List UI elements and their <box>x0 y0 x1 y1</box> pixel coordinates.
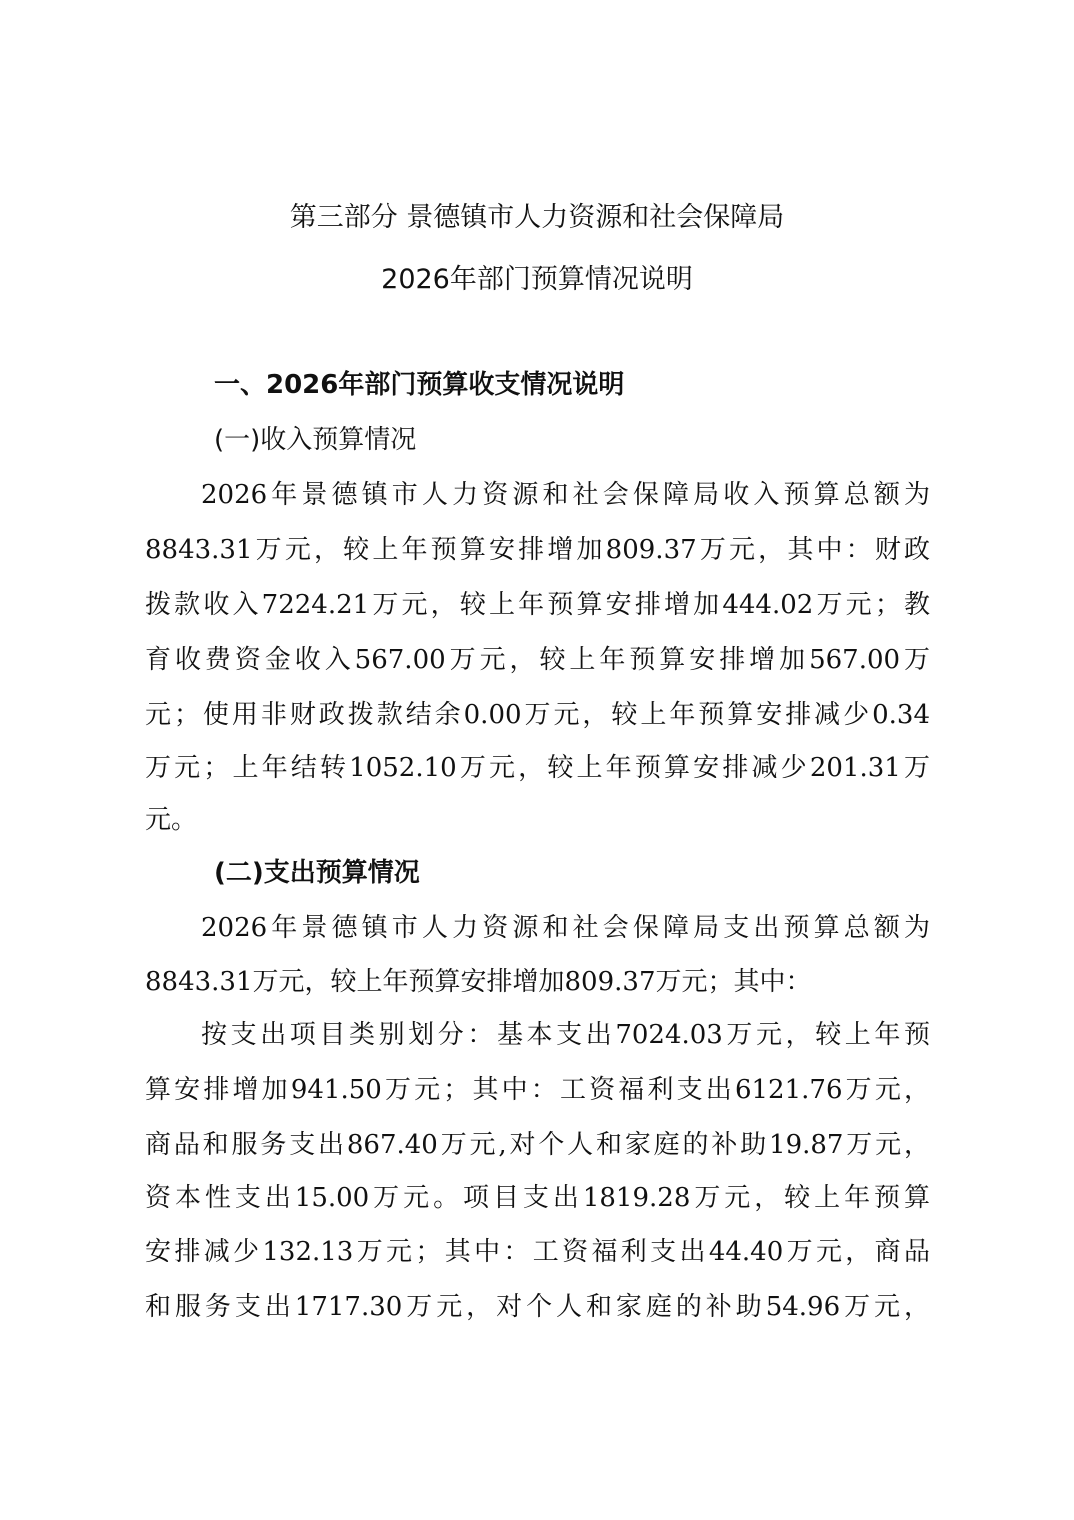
expenditure-line: 8843.31万元，较上年预算安排增加809.37万元；其中： <box>145 967 812 997</box>
expenditure-heading: (二)支出预算情况 <box>214 858 420 888</box>
income-line: 万元；上年结转1052.10万元，较上年预算安排减少201.31万 <box>145 753 930 783</box>
expenditure-line: 2026年景德镇市人力资源和社会保障局支出预算总额为 <box>201 913 930 943</box>
income-line: 2026年景德镇市人力资源和社会保障局收入预算总额为 <box>201 480 930 510</box>
income-line: 拨款收入7224.21万元，较上年预算安排增加444.02万元；教 <box>145 590 930 620</box>
expenditure-line: 安排减少132.13万元；其中：工资福利支出44.40万元，商品 <box>145 1237 930 1267</box>
title-line-2: 2026年部门预算情况说明 <box>381 264 693 295</box>
expenditure-line: 和服务支出1717.30万元，对个人和家庭的补助54.96万元， <box>145 1292 930 1322</box>
section-heading: 一、2026年部门预算收支情况说明 <box>214 370 625 400</box>
expenditure-line: 按支出项目类别划分：基本支出7024.03万元，较上年预 <box>201 1020 930 1050</box>
expenditure-line: 商品和服务支出867.40万元,对个人和家庭的补助19.87万元， <box>145 1130 930 1160</box>
income-heading: (一)收入预算情况 <box>214 425 417 455</box>
income-line: 育收费资金收入567.00万元，较上年预算安排增加567.00万 <box>145 645 930 675</box>
title-line-1: 第三部分 景德镇市人力资源和社会保障局 <box>289 202 785 233</box>
expenditure-line: 算安排增加941.50万元；其中：工资福利支出6121.76万元， <box>145 1075 930 1105</box>
income-line: 8843.31万元，较上年预算安排增加809.37万元，其中：财政 <box>145 535 930 565</box>
income-line: 元；使用非财政拨款结余0.00万元，较上年预算安排减少0.34 <box>145 700 930 730</box>
income-line: 元。 <box>145 805 198 835</box>
expenditure-line: 资本性支出15.00万元。项目支出1819.28万元，较上年预算 <box>145 1183 930 1213</box>
